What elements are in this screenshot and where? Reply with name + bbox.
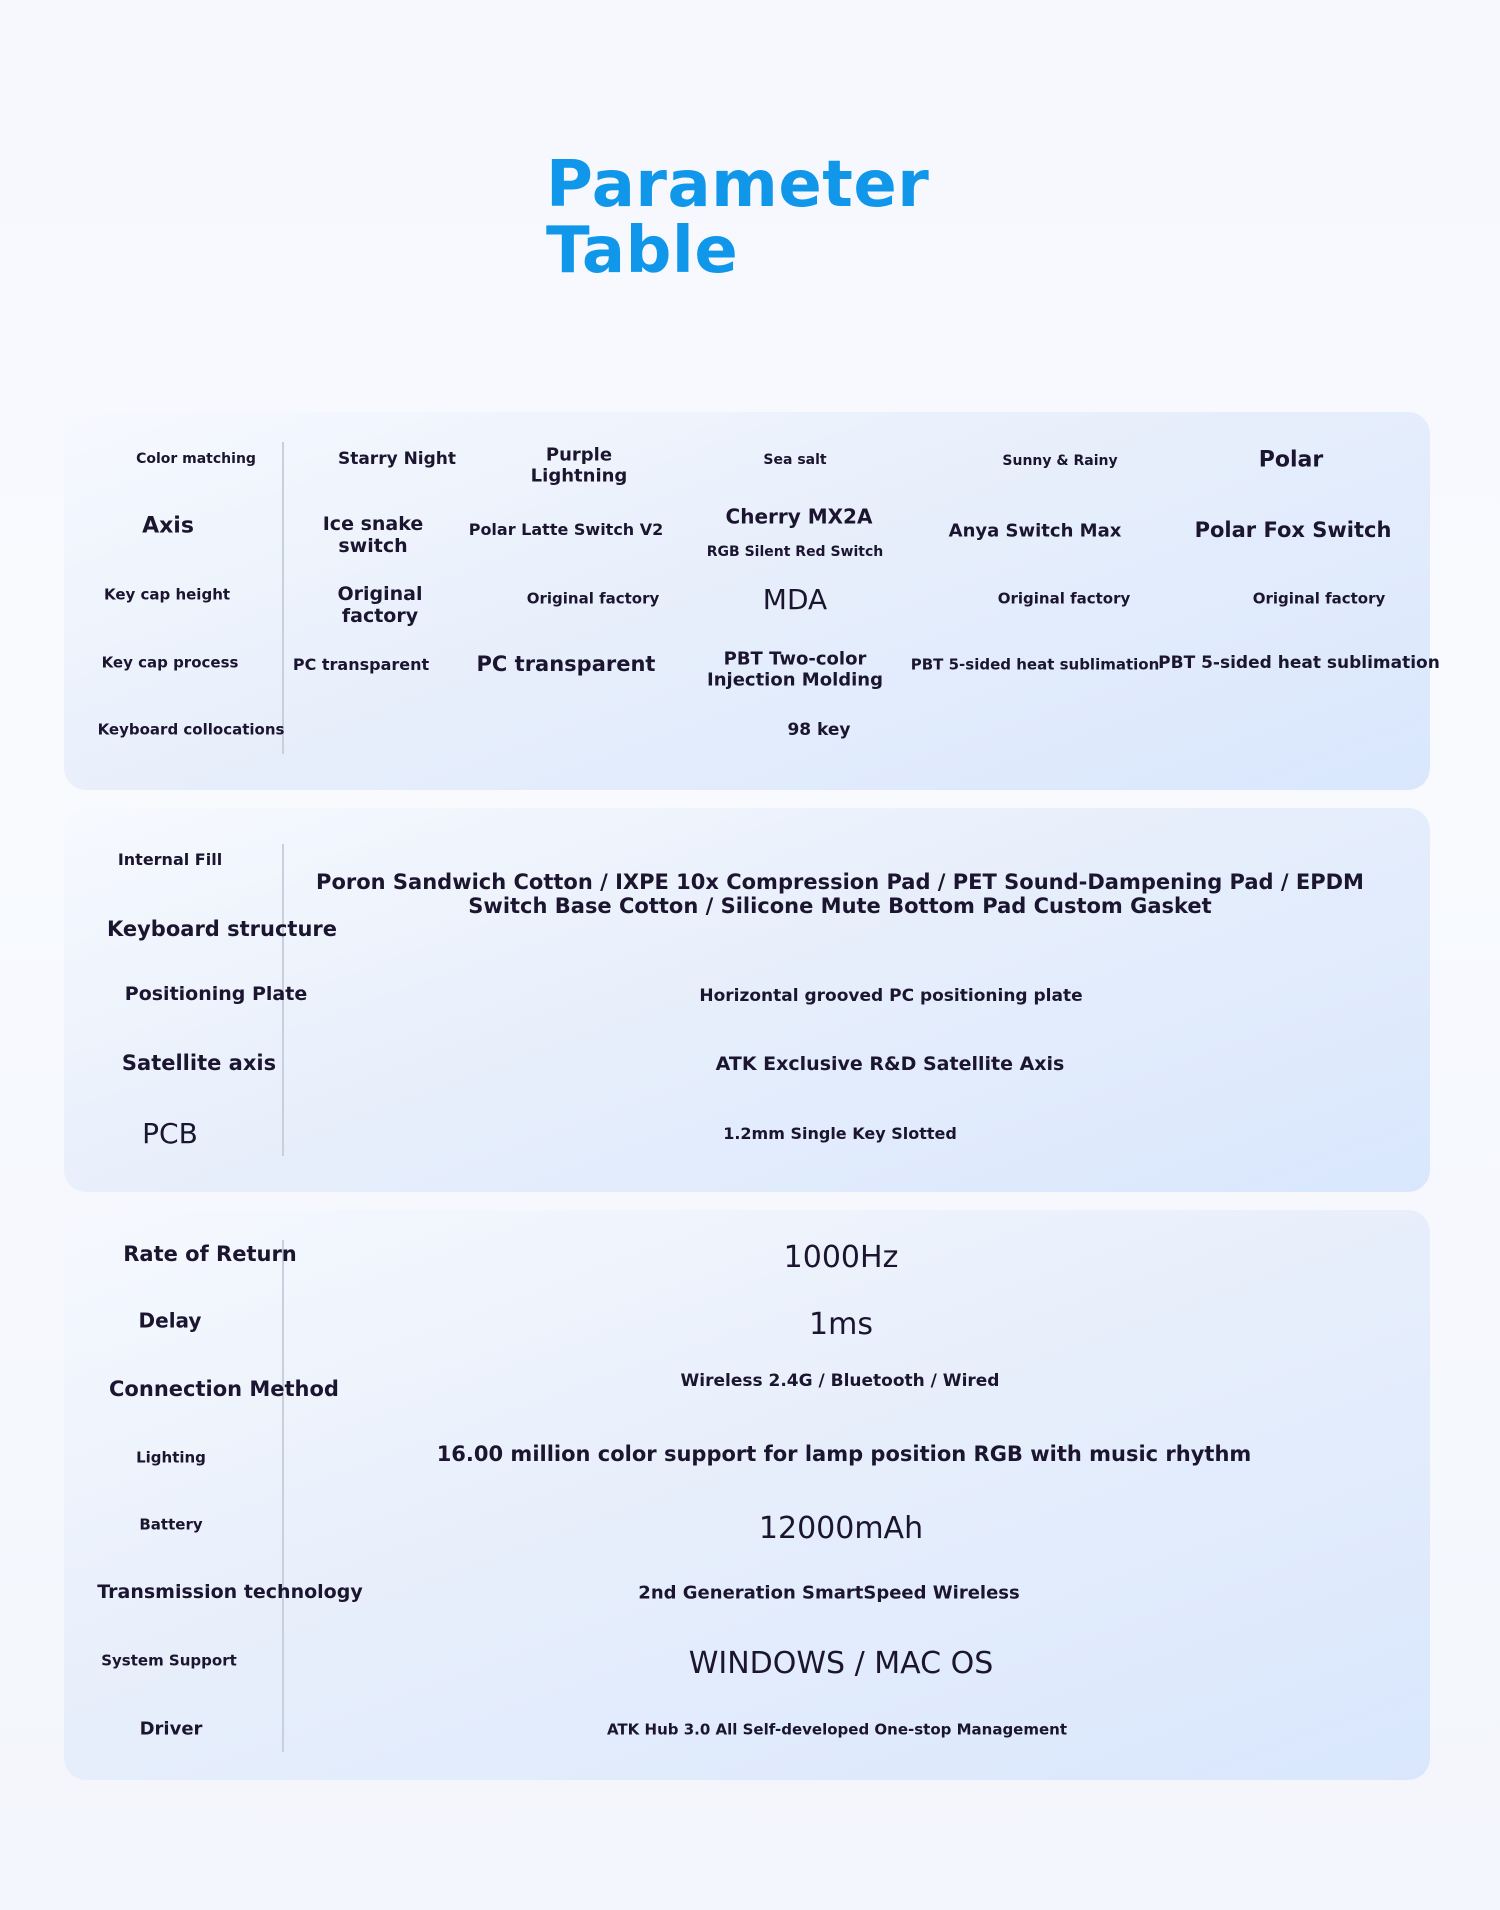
lighting-label: Lighting xyxy=(136,1448,206,1467)
driver-label: Driver xyxy=(139,1718,203,1740)
height-original-3: Original factory xyxy=(997,589,1131,608)
lighting-value: 16.00 million color support for lamp position RGB with music rhythm xyxy=(436,1441,1252,1466)
transmission-label: Transmission technology xyxy=(97,1581,363,1604)
axis-cherry-mx2a: Cherry MX2A xyxy=(725,504,873,529)
color-purple-lightning: Purple Lightning xyxy=(530,444,628,486)
column-divider xyxy=(282,442,284,754)
column-divider xyxy=(282,1240,284,1752)
rate-of-return-value: 1000Hz xyxy=(783,1239,899,1275)
color-sunny-rainy: Sunny & Rainy xyxy=(1002,452,1118,469)
internal-fill-label: Internal Fill xyxy=(117,849,223,869)
process-pc-2: PC transparent xyxy=(476,651,656,676)
process-pbt-5sided-1: PBT 5-sided heat sublimation xyxy=(910,655,1160,674)
height-original-1: Original factory xyxy=(337,583,423,627)
title-line-2: Table xyxy=(546,214,739,288)
process-pc-1: PC transparent xyxy=(292,654,430,674)
connection-method-label: Connection Method xyxy=(109,1376,339,1401)
title-line-1: Parameter xyxy=(546,148,930,222)
process-pbt-5sided-2: PBT 5-sided heat sublimation xyxy=(1158,653,1440,674)
satellite-axis-value: ATK Exclusive R&D Satellite Axis xyxy=(715,1053,1065,1076)
satellite-axis-label: Satellite axis xyxy=(121,1050,277,1075)
height-original-4: Original factory xyxy=(1252,589,1386,608)
height-original-2: Original factory xyxy=(526,589,660,608)
delay-label: Delay xyxy=(138,1308,202,1333)
color-polar: Polar xyxy=(1258,447,1324,473)
axis-polar-latte: Polar Latte Switch V2 xyxy=(468,519,664,539)
axis-polar-fox: Polar Fox Switch xyxy=(1194,517,1392,542)
axis-cherry-sub: RGB Silent Red Switch xyxy=(706,543,884,560)
structure-panel xyxy=(64,808,1430,1192)
page-title xyxy=(546,148,930,288)
axis-anya: Anya Switch Max xyxy=(948,520,1122,542)
color-sea-salt: Sea salt xyxy=(763,451,827,468)
color-matching-label: Color matching xyxy=(136,450,256,467)
axis-label: Axis xyxy=(142,513,194,539)
driver-value: ATK Hub 3.0 All Self-developed One-stop Management xyxy=(606,1720,1068,1739)
transmission-value: 2nd Generation SmartSpeed Wireless xyxy=(638,1582,1020,1604)
key-cap-height-label: Key cap height xyxy=(103,585,231,604)
connection-method-value: Wireless 2.4G / Bluetooth / Wired xyxy=(680,1371,1000,1392)
system-support-value: WINDOWS / MAC OS xyxy=(688,1645,994,1681)
color-starry-night: Starry Night xyxy=(337,449,457,470)
positioning-plate-value: Horizontal grooved PC positioning plate xyxy=(699,986,1083,1007)
positioning-plate-label: Positioning Plate xyxy=(124,983,308,1006)
collocations-value: 98 key xyxy=(787,720,851,741)
delay-value: 1ms xyxy=(809,1306,873,1342)
pcb-label: PCB xyxy=(142,1116,198,1150)
rate-of-return-label: Rate of Return xyxy=(123,1241,297,1266)
pcb-value: 1.2mm Single Key Slotted xyxy=(723,1123,957,1143)
battery-label: Battery xyxy=(139,1515,203,1534)
battery-value: 12000mAh xyxy=(758,1510,924,1546)
process-pbt-two-color: PBT Two-color Injection Molding xyxy=(707,648,883,690)
key-cap-process-label: Key cap process xyxy=(101,653,239,672)
axis-ice-snake: Ice snake switch xyxy=(322,513,424,557)
keyboard-structure-label: Keyboard structure xyxy=(106,916,338,941)
performance-panel xyxy=(64,1210,1430,1780)
height-mda: MDA xyxy=(762,582,828,616)
keyboard-collocations-label: Keyboard collocations xyxy=(97,720,285,739)
system-support-label: System Support xyxy=(101,1651,237,1670)
structure-value: Poron Sandwich Cotton / IXPE 10x Compression Pad / PET Sound-Dampening Pad / EPDM Switch Base Cotton / Silicone Mute Bottom Pad Custom Gasket xyxy=(316,869,1364,918)
switch-keycap-panel xyxy=(64,412,1440,790)
